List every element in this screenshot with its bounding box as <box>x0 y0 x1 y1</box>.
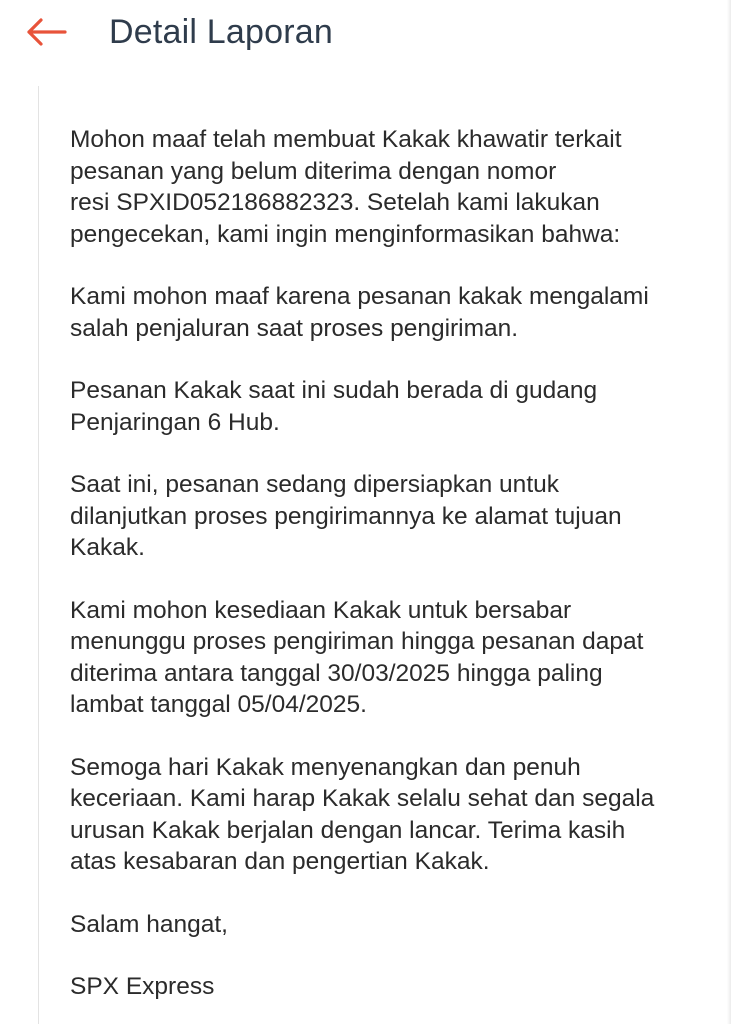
message-paragraph-location: Pesanan Kakak saat ini sudah berada di gudang Penjaringan 6 Hub. <box>70 377 598 436</box>
page-title: Detail Laporan <box>109 13 333 51</box>
arrow-left-icon <box>25 17 67 47</box>
message-paragraph-intro: Mohon maaf telah membuat Kakak khawatir terkait pesanan yang belum diterima dengan nomor resi SPXID052186882323. Setelah kami lakukan pengecekan, kami ingin menginformasikan bahwa: <box>70 126 622 248</box>
back-button[interactable] <box>22 12 70 52</box>
scroll-edge <box>727 0 731 1024</box>
app-bar <box>0 0 731 68</box>
report-detail-card <box>38 86 731 1024</box>
message-paragraph-apology: Kami mohon maaf karena pesanan kakak mengalami salah penjaluran saat proses pengiriman. <box>70 283 649 342</box>
message-paragraph-status: Saat ini, pesanan sedang dipersiapkan untuk dilanjutkan proses pengirimannya ke alamat tujuan Kakak. <box>70 471 622 561</box>
message-body <box>70 124 710 1034</box>
message-signature: SPX Express <box>70 973 215 1000</box>
message-paragraph-wishes: Semoga hari Kakak menyenangkan dan penuh keceriaan. Kami harap Kakak selalu sehat dan segala urusan Kakak berjalan dengan lancar. Terima kasih atas kesabaran dan pengertian Kakak. <box>70 753 655 875</box>
message-closing: Salam hangat, <box>70 910 228 938</box>
message-paragraph-estimate: Kami mohon kesediaan Kakak untuk bersabar menunggu proses pengiriman hingga pesanan dapat diterima antara tanggal 30/03/2025 hingga paling lambat tanggal 05/04/2025. <box>70 596 644 718</box>
